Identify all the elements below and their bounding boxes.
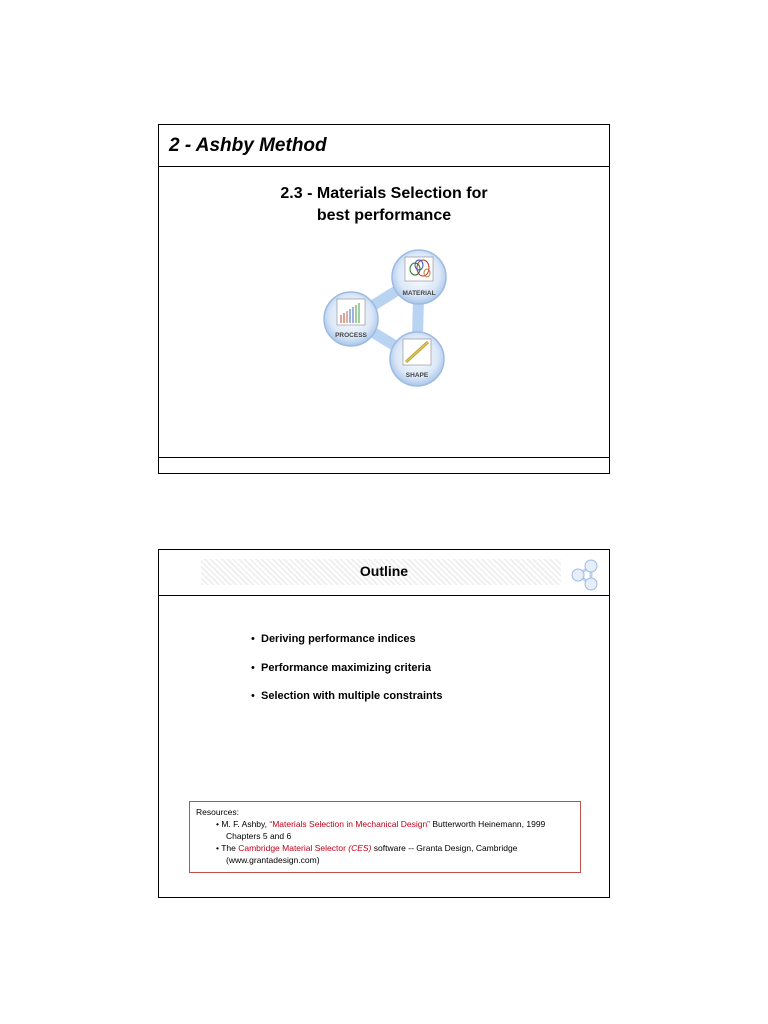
resource-website: (www.grantadesign.com): [226, 855, 320, 865]
process-node: [324, 292, 378, 346]
resource-ces-abbr: (CES): [348, 843, 372, 853]
bullet-text: Performance maximizing criteria: [261, 661, 431, 674]
list-item: [251, 632, 443, 661]
resource-item-ces: [196, 842, 574, 854]
slide-ashby-method: [158, 124, 610, 474]
resource-ces-suffix: software -- Granta Design, Cambridge: [371, 843, 518, 853]
resources-heading: Resources:: [196, 807, 239, 817]
bullet-icon: •: [251, 633, 255, 645]
slide-header: [159, 125, 609, 167]
process-label: PROCESS: [335, 332, 367, 339]
material-label: MATERIAL: [402, 290, 436, 297]
resource-item-ashby: [196, 818, 574, 830]
bullet-icon: •: [251, 690, 255, 702]
mini-diagram-icon: [569, 558, 601, 592]
list-item: [251, 689, 443, 718]
bullet-icon: •: [251, 661, 255, 674]
slide-subtitle: [159, 183, 609, 227]
slide-footer-bar: [159, 457, 609, 473]
list-item: [251, 661, 443, 690]
resource-publisher: Butterworth Heinemann, 1999: [430, 819, 546, 829]
bullet-icon: •: [216, 843, 222, 853]
resource-author: M. F. Ashby,: [221, 819, 270, 829]
bullet-text: Selection with multiple constraints: [261, 690, 443, 702]
subtitle-line-1: 2.3 - Materials Selection for: [280, 185, 488, 202]
subtitle-line-2: best performance: [316, 207, 452, 224]
material-process-shape-diagram: [319, 247, 449, 393]
bullet-icon: •: [216, 819, 222, 829]
resource-ces-prefix: The: [221, 843, 239, 853]
bullet-text: Deriving performance indices: [261, 633, 416, 645]
slide-title: Outline: [359, 563, 409, 579]
shape-node: [390, 332, 444, 386]
material-node: [392, 250, 446, 304]
outline-bullet-list: [251, 632, 443, 718]
slide-header: [159, 550, 609, 596]
shape-label: SHAPE: [405, 372, 429, 379]
slide-outline: [158, 549, 610, 898]
slide-title: 2 - Ashby Method: [169, 135, 327, 156]
resource-book-title: “Materials Selection in Mechanical Design”: [269, 819, 430, 829]
resource-chapters: Chapters 5 and 6: [226, 831, 292, 841]
resource-ces-name: Cambridge Material Selector: [238, 843, 349, 853]
resources-box: [189, 801, 581, 873]
